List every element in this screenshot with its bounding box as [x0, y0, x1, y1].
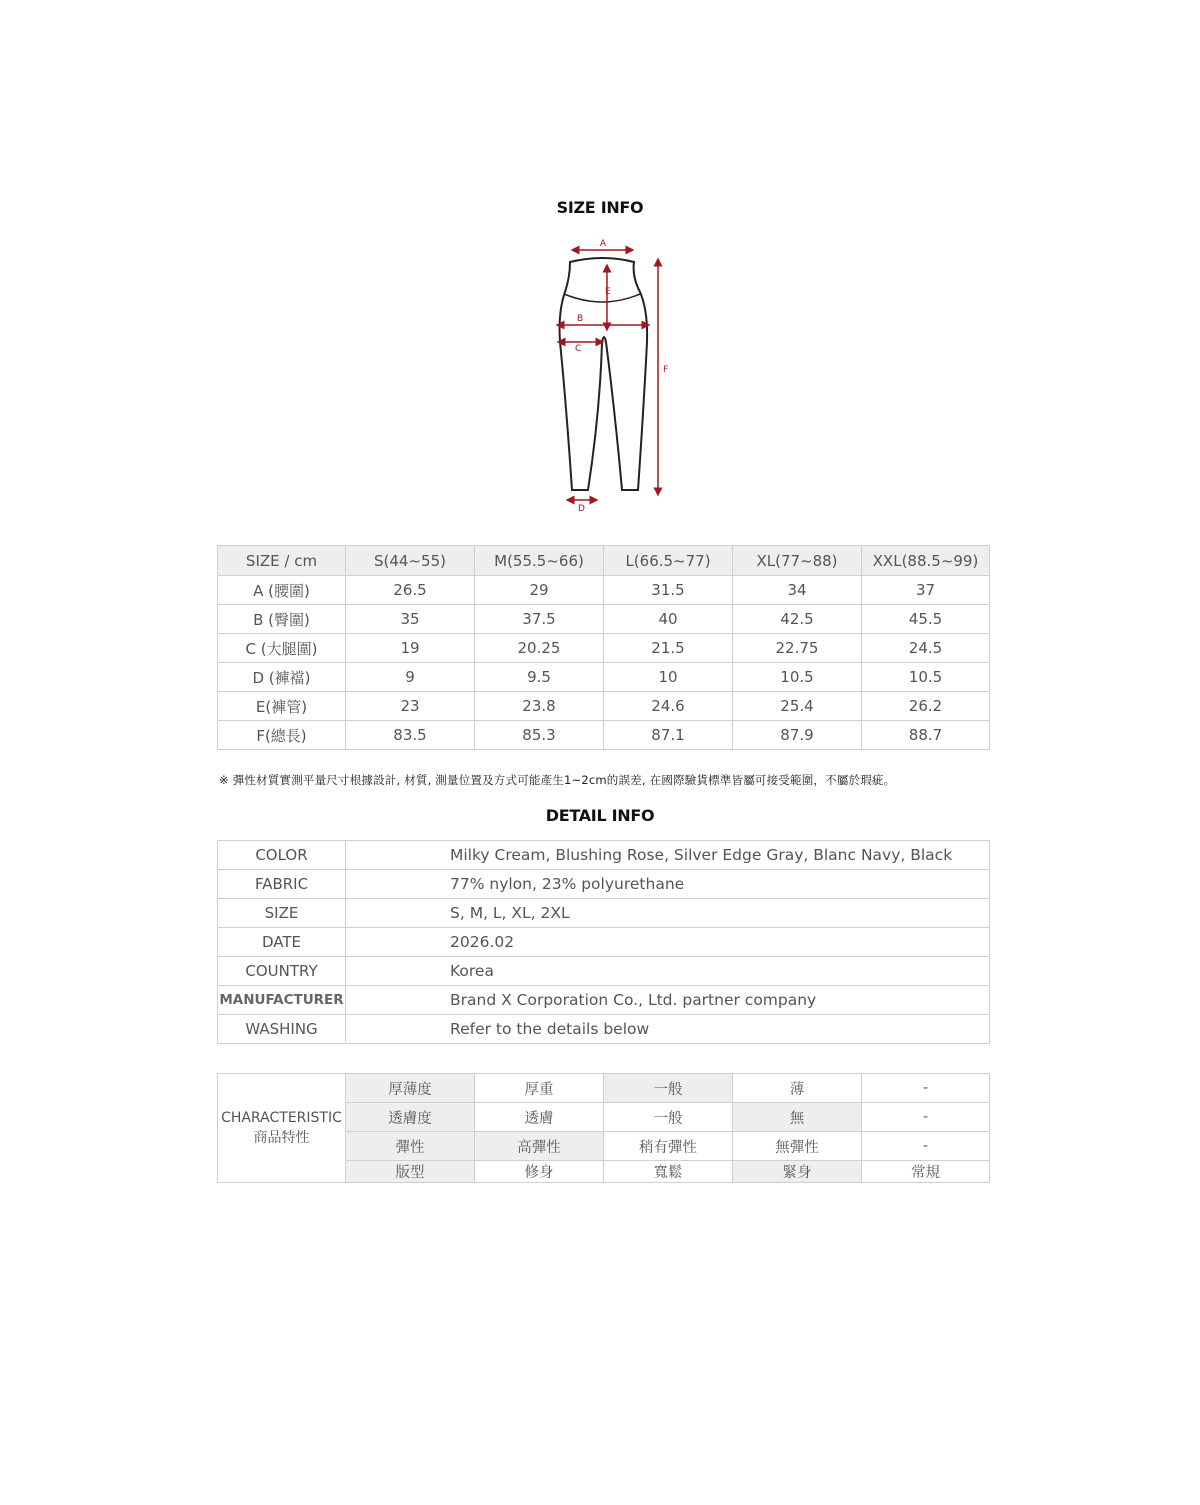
characteristic-name: 版型 [346, 1161, 475, 1183]
size-row-label: A (腰圍) [218, 576, 346, 605]
measure-e-label: E [605, 287, 611, 297]
size-cell: 35 [346, 605, 475, 634]
measure-c-label: C [575, 344, 582, 354]
characteristic-label-zh: 商品特性 [253, 1130, 310, 1146]
table-row [218, 957, 990, 986]
size-cell: 19 [346, 634, 475, 663]
characteristic-option: - [862, 1103, 990, 1132]
detail-label: COUNTRY [218, 957, 346, 986]
size-cell: 42.5 [733, 605, 862, 634]
detail-label: MANUFACTURER [218, 986, 346, 1015]
size-cell: 25.4 [733, 692, 862, 721]
detail-label: COLOR [218, 841, 346, 870]
detail-value: 2026.02 [346, 928, 990, 957]
size-cell: 22.75 [733, 634, 862, 663]
characteristic-option: 透膚 [475, 1103, 604, 1132]
characteristic-option: 稍有彈性 [604, 1132, 733, 1161]
size-row-label: D (褲襠) [218, 663, 346, 692]
detail-value: Milky Cream, Blushing Rose, Silver Edge Gray, Blanc Navy, Black [346, 841, 990, 870]
size-row-label: F(總長) [218, 721, 346, 750]
size-cell: 37 [862, 576, 990, 605]
size-header-cell: SIZE / cm [218, 546, 346, 576]
characteristic-option-selected: 無 [733, 1103, 862, 1132]
size-cell: 23.8 [475, 692, 604, 721]
size-cell: 85.3 [475, 721, 604, 750]
size-cell: 31.5 [604, 576, 733, 605]
table-row [218, 870, 990, 899]
characteristic-table [217, 1073, 990, 1183]
detail-info-title: DETAIL INFO [545, 806, 655, 825]
characteristic-option-selected: 高彈性 [475, 1132, 604, 1161]
detail-label: FABRIC [218, 870, 346, 899]
size-cell: 40 [604, 605, 733, 634]
size-cell: 88.7 [862, 721, 990, 750]
size-header-cell: L(66.5~77) [604, 546, 733, 576]
size-cell: 9.5 [475, 663, 604, 692]
detail-table [217, 840, 990, 1044]
pants-outline-icon [560, 258, 648, 490]
detail-label: SIZE [218, 899, 346, 928]
characteristic-option: 薄 [733, 1074, 862, 1103]
size-cell: 45.5 [862, 605, 990, 634]
table-row [218, 663, 990, 692]
size-table [217, 545, 990, 750]
table-row [218, 692, 990, 721]
size-row-label: B (臀圍) [218, 605, 346, 634]
table-row [218, 841, 990, 870]
characteristic-option: - [862, 1074, 990, 1103]
measure-a-label: A [599, 239, 607, 249]
size-cell: 10.5 [862, 663, 990, 692]
detail-value: Korea [346, 957, 990, 986]
size-table-header [218, 546, 990, 576]
size-header-cell: XXL(88.5~99) [862, 546, 990, 576]
size-cell: 87.1 [604, 721, 733, 750]
characteristic-option: 寬鬆 [604, 1161, 733, 1183]
size-cell: 29 [475, 576, 604, 605]
table-row [218, 605, 990, 634]
detail-value: Brand X Corporation Co., Ltd. partner company [346, 986, 990, 1015]
size-info-title: SIZE INFO [556, 198, 644, 217]
pants-measurement-diagram [520, 232, 690, 518]
characteristic-label [218, 1074, 346, 1183]
size-cell: 21.5 [604, 634, 733, 663]
detail-value: 77% nylon, 23% polyurethane [346, 870, 990, 899]
size-header-cell: XL(77~88) [733, 546, 862, 576]
table-row [218, 634, 990, 663]
table-row [218, 721, 990, 750]
size-cell: 83.5 [346, 721, 475, 750]
size-cell: 87.9 [733, 721, 862, 750]
size-cell: 10 [604, 663, 733, 692]
characteristic-option: 常規 [862, 1161, 990, 1183]
characteristic-option-selected: 緊身 [733, 1161, 862, 1183]
table-row [218, 986, 990, 1015]
characteristic-option-selected: 一般 [604, 1074, 733, 1103]
detail-label: WASHING [218, 1015, 346, 1044]
characteristic-option: 厚重 [475, 1074, 604, 1103]
table-row [218, 576, 990, 605]
size-cell: 37.5 [475, 605, 604, 634]
size-row-label: C (大腿圍) [218, 634, 346, 663]
size-cell: 24.6 [604, 692, 733, 721]
size-cell: 26.2 [862, 692, 990, 721]
table-row [218, 928, 990, 957]
detail-value: Refer to the details below [346, 1015, 990, 1044]
size-header-cell: S(44~55) [346, 546, 475, 576]
size-cell: 34 [733, 576, 862, 605]
table-row [218, 1074, 990, 1103]
detail-label: DATE [218, 928, 346, 957]
size-header-cell: M(55.5~66) [475, 546, 604, 576]
characteristic-name: 厚薄度 [346, 1074, 475, 1103]
size-cell: 24.5 [862, 634, 990, 663]
measure-f-label: F [663, 365, 669, 375]
characteristic-option: - [862, 1132, 990, 1161]
measurement-note: ※ 彈性材質實測平量尺寸根據設計, 材質, 測量位置及方式可能產生1~2cm的誤差, 在國際驗貨標準皆屬可接受範圍，不屬於瑕疵。 [219, 773, 896, 787]
detail-value: S, M, L, XL, 2XL [346, 899, 990, 928]
characteristic-label-en: CHARACTERISTIC [221, 1110, 342, 1126]
characteristic-name: 透膚度 [346, 1103, 475, 1132]
characteristic-option: 無彈性 [733, 1132, 862, 1161]
size-cell: 23 [346, 692, 475, 721]
measure-d-label: D [578, 504, 585, 514]
size-row-label: E(褲管) [218, 692, 346, 721]
characteristic-option: 一般 [604, 1103, 733, 1132]
characteristic-name: 彈性 [346, 1132, 475, 1161]
size-cell: 10.5 [733, 663, 862, 692]
size-cell: 9 [346, 663, 475, 692]
table-row [218, 1015, 990, 1044]
characteristic-option: 修身 [475, 1161, 604, 1183]
size-cell: 20.25 [475, 634, 604, 663]
size-cell: 26.5 [346, 576, 475, 605]
measure-b-label: B [577, 314, 584, 324]
table-row [218, 899, 990, 928]
